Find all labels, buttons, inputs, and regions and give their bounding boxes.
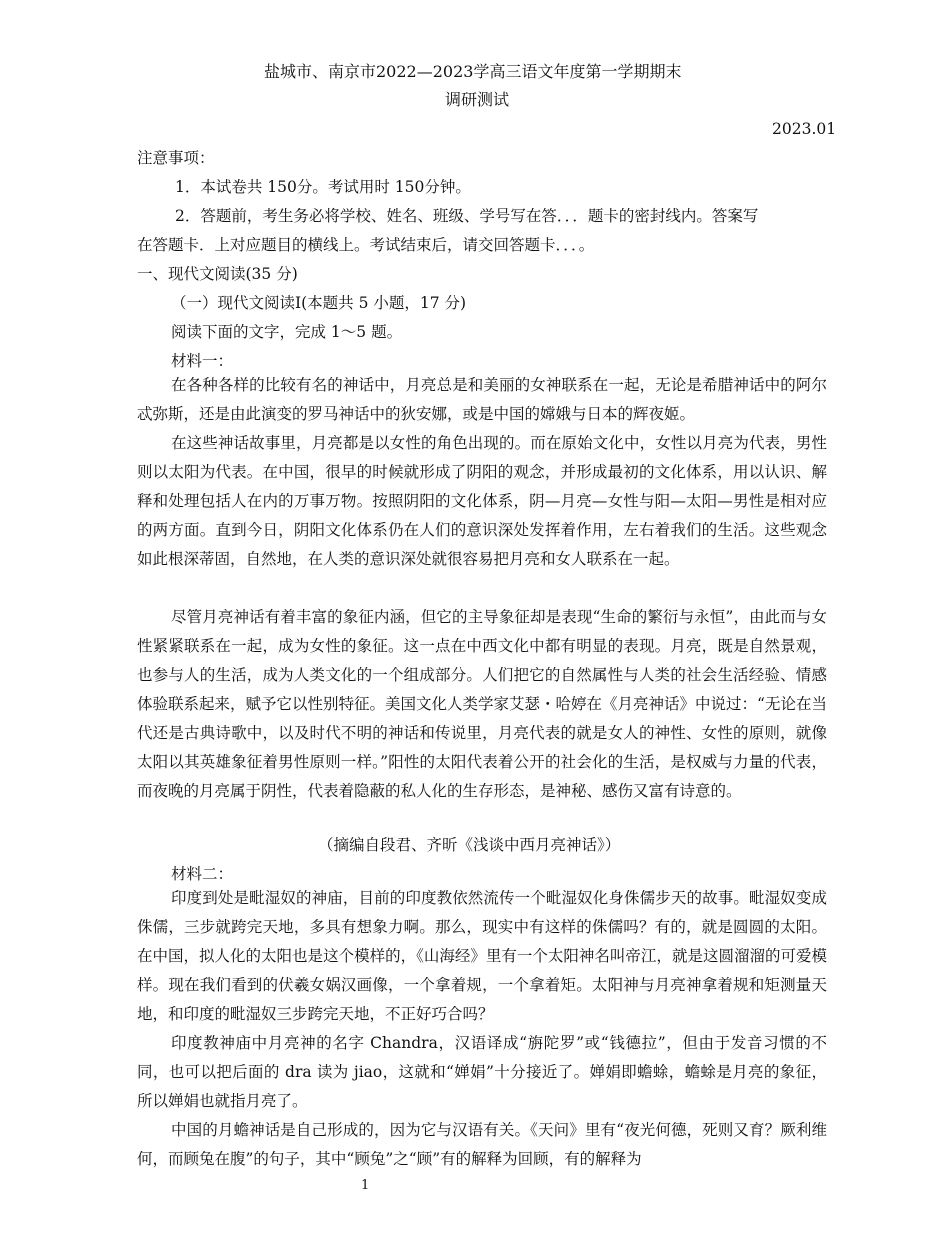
section-title: 一、现代文阅读(35 分) <box>137 265 298 283</box>
material-1-label: 材料一： <box>171 352 234 370</box>
notes-heading: 注意事项： <box>137 149 215 167</box>
material-2-paragraph-1: 印度到处是毗湿奴的神庙，目前的印度教依然流传一个毗湿奴化身侏儒步天的故事。毗湿奴变成侏儒，三步就跨完天地，多具有想象力啊。那么，现实中有这样的侏儒吗？有的，就是圆圆的太阳。在中国，拟人化的太阳也是这个模样的，《山海经》里有一个太阳神名叫帝江，就是这圆溜溜的可爱模样。现在我们看到的伏羲女娲汉画像，一个拿着规，一个拿着矩。太阳神与月亮神拿着规和矩测量天地，和印度的毗湿奴三步跨完天地，不正好巧合吗？ <box>137 889 827 1023</box>
note-item-2-line-2: 在答题卡．上对应题目的横线上。考试结束后，请交回答题卡．．．。 <box>137 236 595 254</box>
note-item-1: 1．本试卷共 150分。考试用时 150分钟。 <box>175 178 471 196</box>
document-title: 盐城市、南京市2022—2023学高三语文年度第一学期期末 <box>264 62 682 81</box>
material-1-paragraph-3: 尽管月亮神话有着丰富的象征内涵，但它的主导象征却是表现“生命的繁衍与永恒”，由此而与女性紧紧联系在一起，成为女性的象征。这一点在中西文化中都有明显的表现。月亮，既是自然景观，也参与人的生活，成为人类文化的一个组成部分。人们把它的自然属性与人类的社会生活经验、情感体验联系起来，赋予它以性别特征。美国文化人类学家艾瑟・哈婷在《月亮神话》中说过：“无论在当代还是古典诗歌中，以及时代不明的神话和传说里，月亮代表的就是女人的神性、女性的原则，就像太阳以其英雄象征着男性原则一样。”阳性的太阳代表着公开的社会化的生活，是权威与力量的代表，而夜晚的月亮属于阴性，代表着隐蔽的私人化的生存形态，是神秘、感伤又富有诗意的。 <box>137 608 827 800</box>
material-2-label: 材料二： <box>171 865 234 883</box>
subsection-title: （一）现代文阅读Ⅰ(本题共 5 小题，17 分) <box>171 294 467 312</box>
page-number: 1 <box>361 1178 370 1193</box>
material-1-paragraph-2: 在这些神话故事里，月亮都是以女性的角色出现的。而在原始文化中，女性以月亮为代表，男性则以太阳为代表。在中国，很早的时候就形成了阴阳的观念，并形成最初的文化体系，用以认识、解释和处理包括人在内的万事万物。按照阴阳的文化体系，阴—月亮—女性与阳—太阳—男性是相对应的两方面。直到今日，阴阳文化体系仍在人们的意识深处发挥着作用，左右着我们的生活。这些观念如此根深蒂固，自然地，在人类的意识深处就很容易把月亮和女人联系在一起。 <box>137 434 827 568</box>
material-2-paragraph-2: 印度教神庙中月亮神的名字 Chandra，汉语译成“旃陀罗”或“钱德拉”，但由于发音习惯的不同，也可以把后面的 dra 读为 jiao，这就和“婵娟”十分接近了。婵娟即蟾蜍，蟾蜍是月亮的象征，所以婵娟也就指月亮了。 <box>137 1034 827 1110</box>
exam-date: 2023.01 <box>772 120 837 138</box>
note-item-2-line-1: 2．答题前，考生务必将学校、姓名、班级、学号写在答．．．题卡的密封线内。答案写 <box>175 207 759 225</box>
material-1-source: （摘编自段君、齐昕《浅谈中西月亮神话》） <box>318 836 621 854</box>
material-2-paragraph-3: 中国的月蟾神话是自己形成的，因为它与汉语有关。《天问》里有“夜光何德，死则又育？厥利维何，而顾兔在腹”的句子，其中“顾兔”之“顾”有的解释为回顾，有的解释为 <box>137 1121 827 1168</box>
material-1-paragraph-1: 在各种各样的比较有名的神话中，月亮总是和美丽的女神联系在一起，无论是希腊神话中的阿尔忒弥斯，还是由此演变的罗马神话中的狄安娜，或是中国的嫦娥与日本的辉夜姬。 <box>137 376 827 423</box>
reading-instruction: 阅读下面的文字，完成 1～5 题。 <box>171 323 403 341</box>
document-subtitle: 调研测试 <box>445 90 510 109</box>
